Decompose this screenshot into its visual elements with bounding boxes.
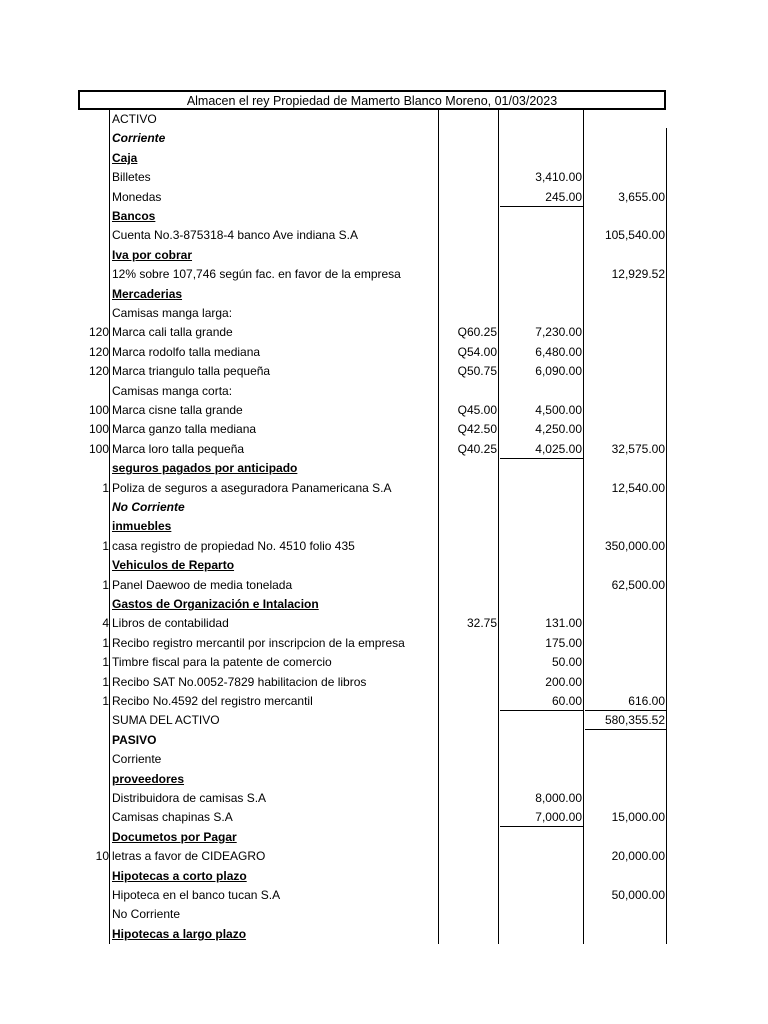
subtotal-cell: 4,025.00 <box>535 441 582 456</box>
total-cell: 50,000.00 <box>611 888 665 902</box>
table-row <box>0 847 768 866</box>
description-cell-text: Vehiculos de Reparto <box>112 558 235 573</box>
description-cell: Corriente <box>112 752 162 767</box>
table-row <box>0 110 768 129</box>
table-row <box>0 731 768 750</box>
quantity-cell: 1 <box>102 577 109 592</box>
total-cell: 62,500.00 <box>611 577 665 592</box>
table-row <box>0 750 768 769</box>
description-cell: Camisas manga corta: <box>112 383 233 398</box>
table-row <box>0 420 768 439</box>
table-row <box>0 362 768 381</box>
table-row <box>0 692 768 711</box>
quantity-cell: 1 <box>102 674 109 689</box>
quantity-cell: 120 <box>88 325 109 340</box>
description-cell <box>112 498 437 517</box>
quantity-cell: 1 <box>102 694 109 708</box>
description-cell-text: Hipotecas a corto plazo <box>112 868 247 883</box>
description-cell: Marca loro talla pequeña <box>112 441 245 456</box>
subtotal-cell: 245.00 <box>545 189 582 204</box>
table-row <box>0 867 768 886</box>
table-row <box>0 634 768 653</box>
table-row <box>0 323 768 342</box>
description-cell <box>112 285 437 304</box>
description-cell: Recibo SAT No.0052-7829 habilitacion de libros <box>112 674 367 689</box>
total-cell: 32,575.00 <box>611 441 665 456</box>
quantity-cell: 4 <box>102 616 109 631</box>
description-cell-text: Documetos por Pagar <box>112 829 237 844</box>
subtotal-cell: 8,000.00 <box>535 791 582 805</box>
unit-price-cell: Q40.25 <box>457 441 497 456</box>
subtotal-cell: 6,480.00 <box>535 344 582 359</box>
description-cell <box>112 517 437 536</box>
table-row <box>0 343 768 362</box>
title-box <box>78 90 666 110</box>
description-cell: SUMA DEL ACTIVO <box>112 713 220 728</box>
description-cell <box>112 149 437 168</box>
description-cell <box>112 246 437 265</box>
description-cell: casa registro de propiedad No. 4510 folio 435 <box>112 538 355 553</box>
table-row <box>0 673 768 692</box>
table-row <box>0 479 768 498</box>
subtotal-cell: 60.00 <box>551 694 582 708</box>
table-row <box>0 517 768 536</box>
table-row <box>0 925 768 944</box>
description-cell: Billetes <box>112 170 151 185</box>
unit-price-cell: 32.75 <box>466 616 497 631</box>
unit-price-cell: Q45.00 <box>457 403 497 417</box>
description-cell: ACTIVO <box>112 112 157 126</box>
description-cell: Panel Daewoo de media tonelada <box>112 577 293 592</box>
description-cell-text: inmuebles <box>112 519 172 534</box>
description-cell: Libros de contabilidad <box>112 616 229 631</box>
description-cell: No Corriente <box>112 907 181 922</box>
table-row <box>0 265 768 284</box>
description-cell-text: Bancos <box>112 209 156 223</box>
total-cell: 350,000.00 <box>604 538 665 553</box>
quantity-cell: 1 <box>102 635 109 650</box>
quantity-cell: 120 <box>88 344 109 359</box>
table-row <box>0 828 768 847</box>
description-cell-text: PASIVO <box>112 732 157 747</box>
total-cell: 20,000.00 <box>611 849 665 864</box>
total-cell: 12,929.52 <box>611 267 665 282</box>
total-cell: 3,655.00 <box>618 189 665 204</box>
unit-price-cell: Q42.50 <box>457 422 497 437</box>
table-row <box>0 304 768 323</box>
table-row <box>0 226 768 245</box>
subtotal-cell: 50.00 <box>551 655 582 670</box>
table-row <box>0 188 768 207</box>
description-cell: Timbre fiscal para la patente de comercio <box>112 655 332 670</box>
description-cell <box>112 731 437 750</box>
description-cell <box>112 925 437 944</box>
subtotal-cell: 200.00 <box>545 674 582 689</box>
table-row <box>0 440 768 459</box>
subtotal-cell: 6,090.00 <box>535 364 582 379</box>
description-cell: Distribuidora de camisas S.A <box>112 791 267 805</box>
subtotal-cell: 4,500.00 <box>535 403 582 417</box>
subtotal-cell: 4,250.00 <box>535 422 582 437</box>
description-cell-text: Caja <box>112 150 138 165</box>
total-cell: 15,000.00 <box>611 810 665 825</box>
total-cell: 616.00 <box>628 694 665 708</box>
description-cell: Marca rodolfo talla mediana <box>112 344 261 359</box>
subtotal-cell: 131.00 <box>545 616 582 631</box>
table-row <box>0 129 768 148</box>
description-cell <box>112 595 437 614</box>
description-cell: Poliza de seguros a aseguradora Panamericana S.A <box>112 480 392 495</box>
description-cell-text: proveedores <box>112 771 185 786</box>
table-row <box>0 595 768 614</box>
description-cell <box>112 556 437 575</box>
table-row <box>0 770 768 789</box>
description-cell <box>112 867 437 886</box>
subtotal-cell: 175.00 <box>545 635 582 650</box>
table-row <box>0 285 768 304</box>
description-cell: letras a favor de CIDEAGRO <box>112 849 266 864</box>
table-row <box>0 207 768 226</box>
table-row <box>0 576 768 595</box>
description-cell <box>112 129 437 148</box>
quantity-cell: 100 <box>88 403 109 417</box>
table-row <box>0 711 768 730</box>
description-cell: Cuenta No.3-875318-4 banco Ave indiana S.A <box>112 228 358 243</box>
total-cell: 12,540.00 <box>611 480 665 495</box>
document-title: Almacen el rey Propiedad de Mamerto Blanco Moreno, 01/03/2023 <box>186 94 558 108</box>
unit-price-cell: Q60.25 <box>457 325 497 340</box>
description-cell: Marca cali talla grande <box>112 325 233 340</box>
subtotal-cell: 7,000.00 <box>535 810 582 825</box>
table-row <box>0 905 768 924</box>
description-cell <box>112 828 437 847</box>
table-row <box>0 556 768 575</box>
table-row <box>0 498 768 517</box>
total-cell: 580,355.52 <box>604 713 665 728</box>
table-row <box>0 789 768 808</box>
description-cell: Camisas chapinas S.A <box>112 810 233 825</box>
description-cell: Marca triangulo talla pequeña <box>112 364 271 379</box>
description-cell: Monedas <box>112 189 162 204</box>
description-cell: Marca ganzo talla mediana <box>112 422 257 437</box>
table-row <box>0 459 768 478</box>
total-cell: 105,540.00 <box>604 228 665 243</box>
description-cell-text: No Corriente <box>112 500 185 514</box>
description-cell-text: Corriente <box>112 131 166 146</box>
description-cell-text: seguros pagados por anticipado <box>112 461 298 476</box>
quantity-cell: 1 <box>102 480 109 495</box>
description-cell: Camisas manga larga: <box>112 306 233 320</box>
table-row <box>0 653 768 672</box>
table-row <box>0 808 768 827</box>
quantity-cell: 1 <box>102 538 109 553</box>
description-cell: Recibo No.4592 del registro mercantil <box>112 694 313 708</box>
unit-price-cell: Q50.75 <box>457 364 497 379</box>
table-row <box>0 537 768 556</box>
table-row <box>0 246 768 265</box>
table-row <box>0 614 768 633</box>
table-row <box>0 886 768 905</box>
unit-price-cell: Q54.00 <box>457 344 497 359</box>
description-cell: Recibo registro mercantil por inscripcion de la empresa <box>112 635 405 650</box>
subtotal-cell: 3,410.00 <box>535 170 582 185</box>
description-cell: 12% sobre 107,746 según fac. en favor de la empresa <box>112 267 401 282</box>
table-row <box>0 382 768 401</box>
quantity-cell: 100 <box>88 422 109 437</box>
quantity-cell: 120 <box>88 364 109 379</box>
quantity-cell: 10 <box>95 849 109 864</box>
description-cell: Marca cisne talla grande <box>112 403 243 417</box>
description-cell <box>112 770 437 789</box>
description-cell: Hipoteca en el banco tucan S.A <box>112 888 281 902</box>
description-cell-text: Mercaderias <box>112 286 183 301</box>
quantity-cell: 1 <box>102 655 109 670</box>
subtotal-cell: 7,230.00 <box>535 325 582 340</box>
description-cell-text: Gastos de Organización e Intalacion <box>112 597 319 611</box>
description-cell <box>112 459 437 478</box>
description-cell-text: Hipotecas a largo plazo <box>112 926 247 941</box>
description-cell <box>112 207 437 226</box>
quantity-cell: 100 <box>88 441 109 456</box>
table-row <box>0 401 768 420</box>
table-row <box>0 168 768 187</box>
table-row <box>0 149 768 168</box>
description-cell-text: Iva por cobrar <box>112 247 193 262</box>
